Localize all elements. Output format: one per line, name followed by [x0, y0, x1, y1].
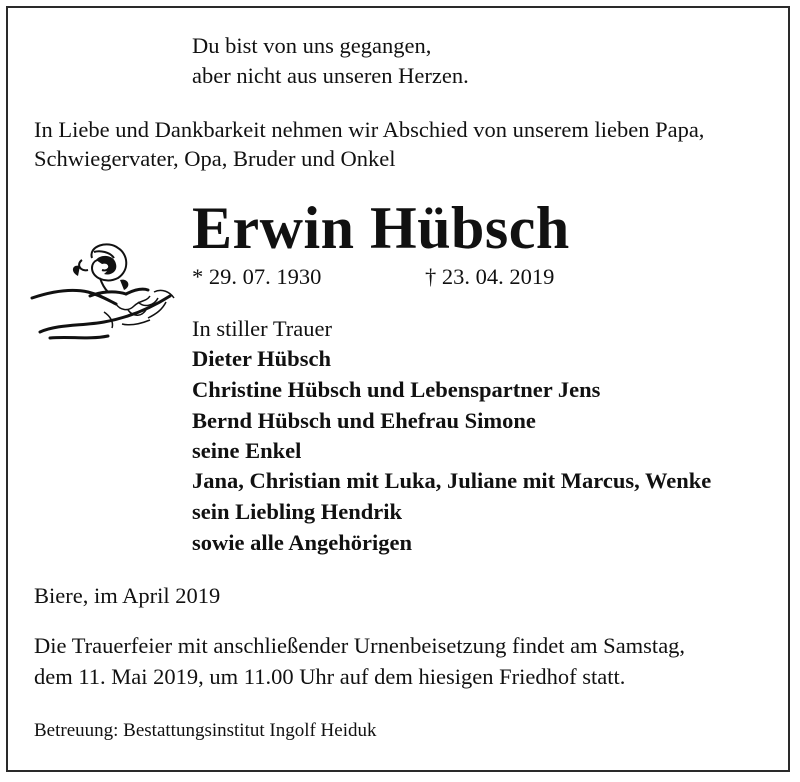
mourner-line: Dieter Hübsch: [192, 346, 331, 371]
mourner-line: Jana, Christian mit Luka, Juliane mit Marcus, Wenke: [192, 468, 712, 493]
mourners-heading: In stiller Trauer: [192, 316, 332, 341]
undertaker: Betreuung: Bestattungsinstitut Ingolf Heiduk: [34, 720, 377, 741]
intro-line-1: In Liebe und Dankbarkeit nehmen wir Abschied von unserem lieben Papa,: [34, 117, 705, 142]
mourner-line: Bernd Hübsch und Ehefrau Simone: [192, 408, 536, 433]
motto-line-1: Du bist von uns gegangen,: [192, 33, 432, 58]
motto-line-2: aber nicht aus unseren Herzen.: [192, 63, 469, 88]
mourner-line: sowie alle Angehörigen: [192, 530, 412, 555]
place-date: Biere, im April 2019: [34, 583, 221, 608]
death-date: † 23. 04. 2019: [425, 264, 555, 289]
birth-date: * 29. 07. 1930: [192, 264, 322, 289]
ceremony-line-2: dem 11. Mai 2019, um 11.00 Uhr auf dem hiesigen Friedhof statt.: [34, 664, 626, 689]
hands-with-rose-icon: [30, 240, 180, 360]
ceremony-line-1: Die Trauerfeier mit anschließender Urnenbeisetzung findet am Samstag,: [34, 633, 686, 658]
intro-line-2: Schwiegervater, Opa, Bruder und Onkel: [34, 146, 396, 171]
mourner-line: sein Liebling Hendrik: [192, 499, 403, 524]
mourner-line: Christine Hübsch und Lebenspartner Jens: [192, 377, 601, 402]
mourner-line: seine Enkel: [192, 438, 302, 463]
deceased-name: Erwin Hübsch: [192, 195, 570, 261]
